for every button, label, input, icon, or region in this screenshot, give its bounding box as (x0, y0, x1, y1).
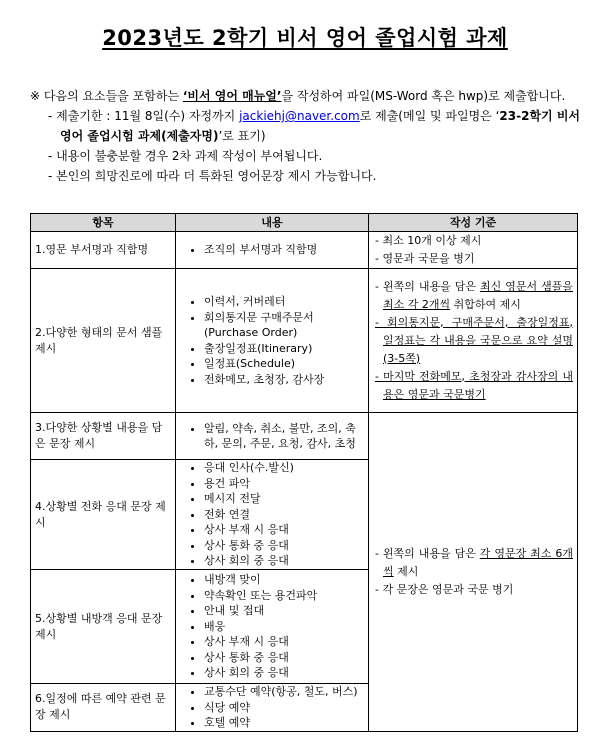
criteria-text: - 회의통지문, 구매주문서, 출장일정표, 일정표는 각 내용을 국문으로 요약 설명(3-5쪽) (375, 315, 573, 365)
instructions (30, 86, 580, 186)
criteria-text: - 영문과 국문을 병기 (375, 252, 475, 265)
email-link[interactable]: jackiehj@naver.com (239, 109, 360, 123)
header-item: 항목 (31, 214, 176, 232)
list-item: • 상사 부재 시 응대 (204, 634, 364, 650)
list-item: • 식당 예약 (204, 700, 364, 716)
header-content: 내용 (176, 214, 369, 232)
list-item: • 일정표(Schedule) (204, 356, 364, 372)
note-career: - 본인의 희망진로에 따라 더 특화된 영어문장 제시 가능합니다. (48, 169, 377, 183)
list-item: • 배웅 (204, 619, 364, 635)
instruction-lead: ※ 다음의 요소들을 포함하는 ‘비서 영어 매뉴얼’을 작성하여 파일(MS-Word 혹은 hwp)로 제출합니다. (30, 89, 566, 103)
criteria-text: - 왼쪽의 내용을 담은 최신 영문서 샘플을 최소 각 2개씩 취합하여 제시 (375, 279, 573, 311)
criteria-text: - 각 문장은 영문과 국문 병기 (375, 582, 514, 596)
criteria-text: - 최소 10개 이상 제시 (375, 234, 482, 247)
list-item: • 전화메모, 초청장, 감사장 (204, 372, 364, 388)
list-item: • 응대 인사(수.발신) (204, 460, 364, 476)
list-item: • 회의통지문 구매주문서(Purchase Order) (204, 310, 364, 341)
row-item: 4.상황별 전화 응대 문장 제시 (31, 460, 176, 570)
list-item: • 호텔 예약 (204, 715, 364, 731)
row-item: 2.다양한 형태의 문서 샘플 제시 (31, 269, 176, 413)
row-item: 6.일정에 따른 예약 관련 문장 제시 (31, 684, 176, 732)
note-insufficient: - 내용이 불충분할 경우 2차 과제 작성이 부여됩니다. (48, 149, 323, 163)
list-item: • 용건 파악 (204, 476, 364, 492)
requirements-table (30, 213, 578, 732)
list-item: • 출장일정표(Itinerary) (204, 341, 364, 357)
list-item: • 알림, 약속, 취소, 불만, 조의, 축하, 문의, 주문, 요청, 감사, 초청 (204, 421, 364, 452)
header-criteria: 작성 기준 (369, 214, 578, 232)
deadline-note: - 제출기한 : 11월 8일(수) 자정까지 jackiehj@naver.com로 제출(메일 및 파일명은 ‘23-2학기 비서영어 졸업시험 과제(제출자명)’로 표기) (48, 109, 581, 143)
list-item: • 상사 통화 중 응대 (204, 650, 364, 666)
list-item: • 이력서, 커버레터 (204, 294, 364, 310)
list-item: • 교통수단 예약(항공, 철도, 버스) (204, 684, 364, 700)
row-item: 1.영문 부서명과 직함명 (31, 232, 176, 269)
list-item: • 상사 부재 시 응대 (204, 522, 364, 538)
list-item: • 안내 및 접대 (204, 603, 364, 619)
list-item: • 전화 연결 (204, 507, 364, 523)
list-item: • 내방객 맞이 (204, 572, 364, 588)
row-item: 3.다양한 상황별 내용을 담은 문장 제시 (31, 413, 176, 460)
list-item: • 상사 통화 중 응대 (204, 538, 364, 554)
list-item: • 약속확인 또는 용건파악 (204, 588, 364, 604)
list-item: • 메시지 전달 (204, 491, 364, 507)
criteria-text: - 마지막 전화메모, 초청장과 감사장의 내용은 영문과 국문병기 (375, 369, 573, 401)
list-item: • 상사 회의 중 응대 (204, 665, 364, 681)
criteria-text: - 왼쪽의 내용을 담은 각 영문장 최소 6개씩 제시 (375, 546, 574, 578)
row-item: 5.상황별 내방객 응대 문장 제시 (31, 570, 176, 684)
document-title: 2023년도 2학기 비서 영어 졸업시험 과제 (102, 26, 508, 50)
list-item: • 상사 회의 중 응대 (204, 553, 364, 569)
list-item: • 조직의 부서명과 직함명 (204, 242, 364, 258)
